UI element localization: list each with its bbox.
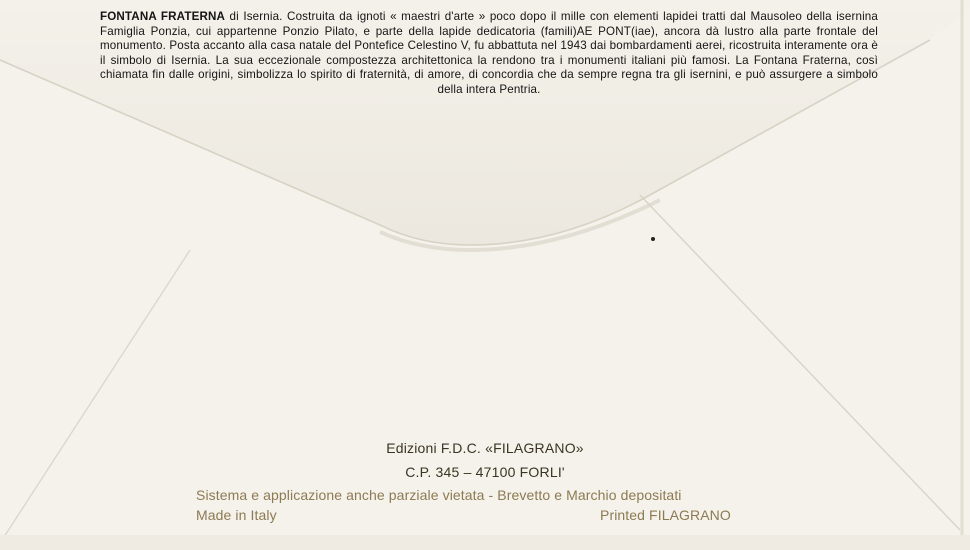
description-lead: FONTANA FRATERNA: [100, 10, 226, 23]
publisher-name: Edizioni F.D.C. «FILAGRANO»: [386, 440, 584, 456]
monument-description: [100, 10, 878, 98]
rights-notice: Sistema e applicazione anche parziale vietata - Brevetto e Marchio depositati: [196, 487, 682, 503]
publisher-address: C.P. 345 – 47100 FORLI': [405, 464, 565, 480]
left-flap-edge: [2, 250, 190, 540]
ink-speck: [651, 237, 655, 241]
made-in-italy: Made in Italy: [196, 507, 277, 523]
printed-by: Printed FILAGRANO: [600, 507, 731, 523]
description-body: di Isernia. Costruita da ignoti « maestri d'arte » poco dopo il mille con elementi lapidei tratti dal Mausoleo della isernina Famiglia Ponzia, cui appartenne Ponzio Pilato, e parte della lapide dedicatoria (famili)AE PONT(iae), ancora dà lustro alla parte frontale del monumento. Posta accanto alla casa natale del Pontefice Celestino V, fu abbattuta nel 1943 dai bombardamenti aerei, ricostruita interamente ora è il simbolo di Isernia. La sua eccezionale compostezza architettonica la rendono tra i monumenti italiani più famosi. La Fontana Fraterna, così chiamata fin dalle origini, simbolizza lo spirito di fraternità, di amore, di concordia che da sempre regna tra gli isernini, e può assurgere a simbolo della intera Pentria.: [100, 10, 879, 96]
